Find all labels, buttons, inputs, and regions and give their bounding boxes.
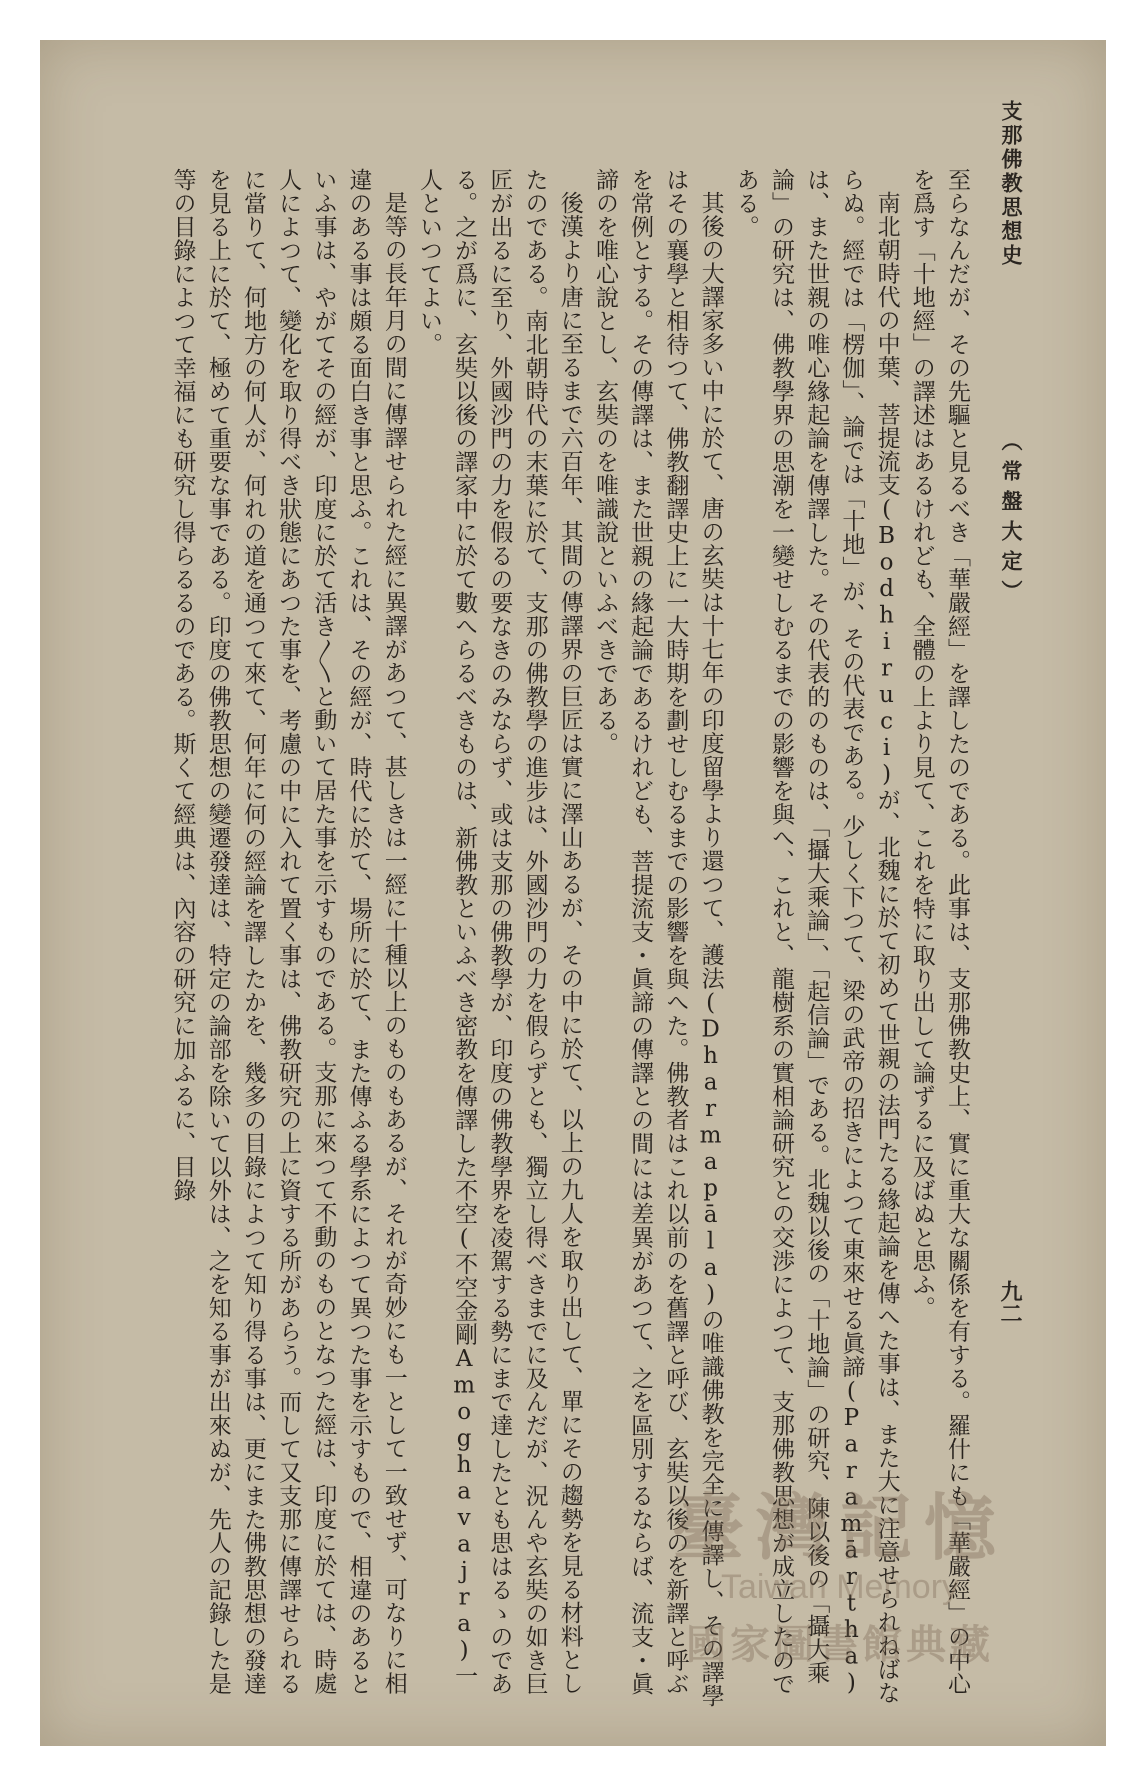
page-number: 九二: [997, 1280, 1023, 1324]
book-page: [40, 40, 1106, 1746]
watermark-chars: 臺灣記憶: [671, 1486, 1008, 1570]
paragraph-5: 是等の長年月の間に傳譯せられた經に異譯があつて、甚しきは一經に十種以上のものもあるが、それが奇妙にも一として一致せず、可なりに相違のある事は頗る面白き事と思ふ。これは、その經が、時代に於て、場所に於て、また傳ふる學系によつて異つた事を示すもので、相違のあるといふ事は、やがてその經が、印度に於て活き〳〵と動いて居た事を示すものである。支那に來つて不動のものとなつた經は、印度に於ては、時處人によつて、變化を取り得べき狀態にあつた事を、考慮の中に入れて置く事は、佛教研究の上に資する所があらう。而して又支那に傳譯せられるに當りて、何地方の何人が、何れの道を通つて來て、何年に何の經論を譯したかを、幾多の目錄によつて知り得る事は、更にまた佛教思想の發達を見る上に於て、極めて重要な事である。印度の佛教思想の變遷發達は、特定の論部を除いて以外は、之を知る事が出來ぬが、先人の記錄した是等の目錄によつて幸福にも研究し得らるるのである。斯くて經典は、內容の研究に加ふるに、目錄: [169, 168, 407, 1696]
paragraph-4: 後漢より唐に至るまで六百年、其間の傳譯界の巨匠は實に澤山あるが、その中に於て、以上の九人を取り出して、單にその趨勢を見る材料としたのである。南北朝時代の末葉に於て、支那の佛教學の進步は、外國沙門の力を假らずとも、獨立し得べきまでに及んだが、況んや玄奘の如き巨匠が出るに至り、外國沙門の力を假るの要なきのみならず、或は支那の佛教學が、印度の佛教學界を凌駕する勢にまで達したとも思はるゝのである。之が爲に、玄奘以後の譯家中に於て數へらるべきものは、新佛教といふべき密教を傳譯した不空(不空金剛Amoghavajra)一人といつてよい。: [415, 168, 583, 1696]
paragraph-3: 其後の大譯家多い中に於て、唐の玄奘は十七年の印度留學より還つて、護法(Dharmapāla)の唯識佛教を完全に傳譯し、その譯學はその襄學と相待つて、佛教翻譯史上に一大時期を劃せしむるまでの影響を與へた。佛教者はこれ以前のを舊譯と呼び、玄奘以後のを新譯と呼ぶを常例とする。その傳譯は、また世親の緣起論であるけれども、菩提流支・眞諦の傳譯との間には差異があつて、之を區別するならば、流支・眞諦のを唯心說とし、玄奘のを唯識說といふべきである。: [591, 168, 724, 1708]
paragraph-2: 南北朝時代の中葉、菩提流支(Bodhiruci)が、北魏に於て初めて世親の法門たる緣起論を傳へた事は、また大に注意せられねばならぬ。經では「楞伽」、論では「十地」が、その代表である。少しく下つて、梁の武帝の招きによつて東來せる眞諦(Paramārtha)は、また世親の唯心緣起論を傳譯した。その代表的のものは、「攝大乘論」、「起信論」である。北魏以後の「十地論」の研究、陳以後の「攝大乘論」の研究は、佛教學界の思潮を一變せしむるまでの影響を與へ、これと、龍樹系の實相論研究との交渉によつて、支那佛教思想が成立したのである。: [732, 168, 900, 1705]
watermark-english: Taiwan Memory: [720, 1568, 960, 1606]
paragraph-1: 至らなんだが、その先驅と見るべき「華嚴經」を譯したのである。此事は、支那佛教史上、實に重大な關係を有する。羅什にも「華嚴經」の中心を爲す「十地經」の譯述はあるけれども、全體の上より見て、これを特に取り出して論ずるに及ばぬと思ふ。: [908, 168, 970, 1696]
page-header: [966, 100, 1026, 620]
running-title: 支那佛教思想史: [999, 100, 1024, 268]
body-text: [134, 168, 974, 1708]
watermark-library: 國家圖書館典藏: [686, 1622, 994, 1668]
author-name: （常盤大定）: [999, 430, 1024, 610]
